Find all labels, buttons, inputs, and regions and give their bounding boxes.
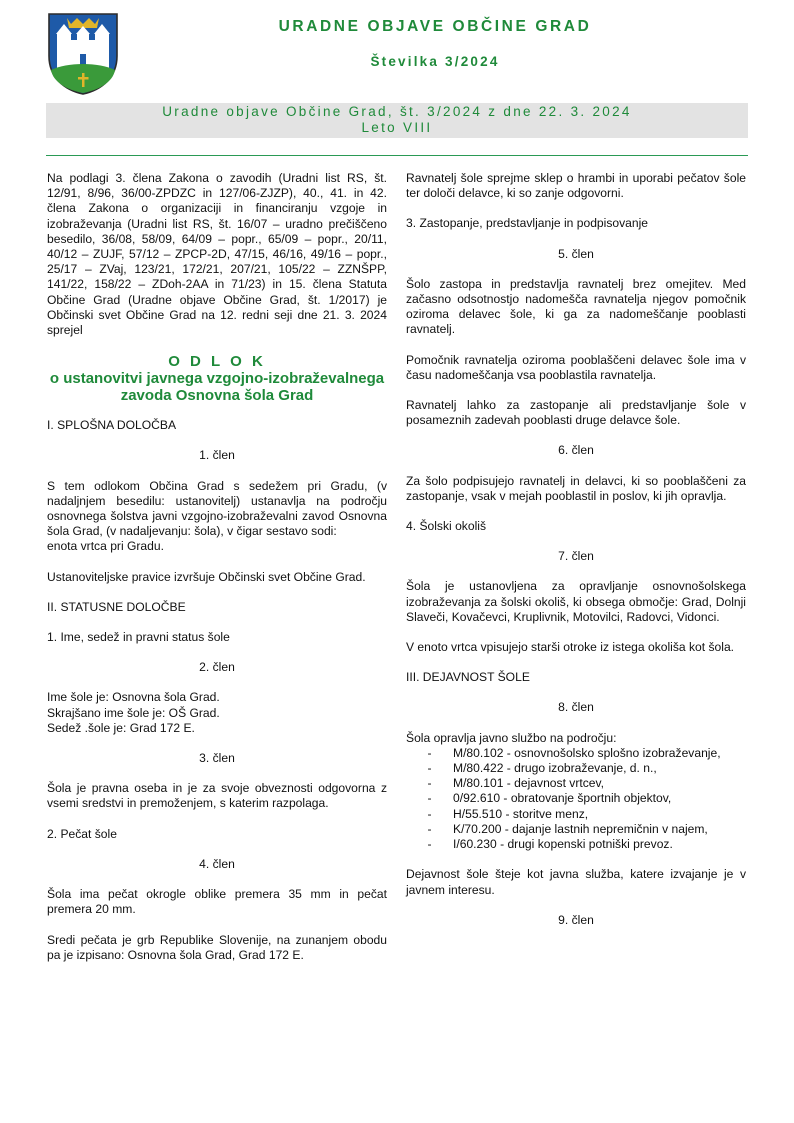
article-paragraph: V enoto vrtca vpisujejo starši otroke iz istega okoliša kot šola. [406,640,735,655]
article-paragraph: Šola opravlja javno službo na področju: [406,730,617,745]
header-divider [46,155,748,156]
list-bullet: - [427,821,432,836]
article-paragraph: Šolo zastopa in predstavlja ravnatelj brez omejitev. Med začasno odsotnostjo nadomešča ravnatelja njegov pomočnik oziroma delavec šole, ki ga za nadomeščanje pooblasti ravnatelj. [406,276,746,337]
decree-title-word: O D L O K [168,353,266,371]
list-bullet: - [427,776,432,791]
decree-title-subject: o ustanovitvi javnega vzgojno-izobraževalnega zavoda Osnovna šola Grad [49,370,385,405]
activity-code: M/80.102 - osnovnošolsko splošno izobraževanje, [453,745,721,760]
activity-code: I/60.230 - drugi kopenski potniški prevoz. [453,837,673,852]
article-paragraph: Dejavnost šole šteje kot javna služba, katere izvajanje je v javnem interesu. [406,867,746,897]
subsection-heading: 4. Šolski okoliš [406,519,486,534]
article-heading: 5. člen [558,246,594,261]
subsection-heading: 1. Ime, sedež in pravni status šole [47,630,230,645]
article-heading: 7. člen [558,549,594,564]
activity-code: M/80.101 - dejavnost vrtcev, [453,776,605,791]
article-paragraph: Ustanoviteljske pravice izvršuje Občinski svet Občine Grad. [47,569,366,584]
issue-info-line: Uradne objave Občine Grad, št. 3/2024 z dne 22. 3. 2024 [162,104,632,119]
list-item [406,837,746,852]
gazette-title: URADNE OBJAVE OBČINE GRAD [278,18,592,35]
issue-number: Številka 3/2024 [370,54,500,69]
school-name-line: Ime šole je: Osnovna šola Grad. [47,690,220,705]
subsection-heading: 3. Zastopanje, predstavljanje in podpisovanje [406,216,649,231]
section-heading: I. SPLOŠNA DOLOČBA [47,418,177,433]
article-heading: 2. člen [199,660,235,675]
list-item [406,822,746,837]
article-heading: 8. člen [558,700,594,715]
article-heading: 6. člen [558,443,594,458]
municipal-coat-of-arms-icon [47,12,119,96]
article-heading: 1. člen [199,448,235,463]
article-paragraph: Ravnatelj lahko za zastopanje ali predstavljanje šole v posameznih zadevah pooblasti druge delavce šole. [406,398,746,428]
list-item [406,761,746,776]
section-heading: II. STATUSNE DOLOČBE [47,599,186,614]
volume-line: Leto VIII [361,120,433,135]
list-bullet: - [427,761,432,776]
list-item [406,776,746,791]
article-paragraph: Za šolo podpisujejo ravnatelj in delavci, ki so pooblaščeni za zastopanje, vsak v mejah pooblastil in poslov, ki jih opravlja. [406,473,746,503]
activity-code: K/70.200 - dajanje lastnih nepremičnin v najem, [453,821,708,836]
left-column [47,171,387,978]
right-column [406,171,746,943]
list-item [406,807,746,822]
article-paragraph: S tem odlokom Občina Grad s sedežem pri Gradu, (v nadaljnjem besedilu: ustanovitelj) ustanavlja na področju osnovnega šolstva javni vzgojno-izobraževalni zavod Osnovna šola Grad, (v nadaljevanju: šola), v čigar sestavo sodi: [47,478,387,539]
article-paragraph: Ravnatelj šole sprejme sklep o hrambi in uporabi pečatov šole ter določi delavce, ki so zanje odgovorni. [406,171,746,201]
list-bullet: - [427,791,432,806]
list-bullet: - [427,837,432,852]
activity-code: M/80.422 - drugo izobraževanje, d. n., [453,761,657,776]
article-heading: 3. člen [199,751,235,766]
issue-info-band [46,103,748,138]
article-paragraph: Šola ima pečat okrogle oblike premera 35 mm in pečat premera 20 mm. [47,887,387,917]
preamble: Na podlagi 3. člena Zakona o zavodih (Uradni list RS, št. 12/91, 8/96, 36/00-ZPDZC in 127/06-ZJZP), 40., 41. in 42. člena Zakona o organizaciji in financiranju vzgoje in izobraževanja (Uradni list RS, št. 16/07 – uradno prečiščeno besedilo, 36/08, 58/09, 64/09 – popr., 65/09 – popr., 20/11, 40/12 – ZUJF, 57/12 – ZPCP-2D, 47/15, 46/16, 49/16 – popr., 25/17 – ZVaj, 123/21, 172/21, 207/21, 105/22 – ZZNŠPP, 141/22, 158/22 – ZDoh-2AA in 71/23) in 15. člena Statuta Občine Grad (Uradne objave Občine Grad, št. 1/2017) je Občinski svet Občine Grad na 12. redni seji dne 21. 3. 2024 sprejel [47,171,387,338]
activity-list [406,746,746,852]
school-name-block [47,690,387,736]
article-paragraph: Sredi pečata je grb Republike Slovenije, na zunanjem obodu pa je izpisano: Osnovna šola Grad, Grad 172 E. [47,932,387,962]
article-heading: 9. člen [558,912,594,927]
school-short-name-line: Skrajšano ime šole je: OŠ Grad. [47,705,220,720]
article-heading: 4. člen [199,856,235,871]
list-bullet: - [427,806,432,821]
article-paragraph: Šola je pravna oseba in je za svoje obveznosti odgovorna z vsemi sredstvi in premoženjem, s katerim razpolaga. [47,781,387,811]
list-item [406,746,746,761]
article-paragraph: enota vrtca pri Gradu. [47,539,164,554]
activity-code: H/55.510 - storitve menz, [453,806,589,821]
section-heading: III. DEJAVNOST ŠOLE [406,670,530,685]
list-item [406,791,746,806]
school-seat-line: Sedež .šole je: Grad 172 E. [47,720,195,735]
subsection-heading: 2. Pečat šole [47,826,117,841]
decree-title [47,353,387,404]
activity-code: 0/92.610 - obratovanje športnih objektov, [453,791,672,806]
list-bullet: - [427,745,432,760]
article-paragraph: Šola je ustanovljena za opravljanje osnovnošolskega izobraževanja za šolski okoliš, ki obsega območje: Grad, Dolnji Slaveči, Kovačevci, Kruplivnik, Motovilci, Radovci, Vidonci. [406,579,746,624]
article-paragraph: Pomočnik ravnatelja oziroma pooblaščeni delavec šole ima v času nadomeščanja vsa pooblastila ravnatelja. [406,352,746,382]
